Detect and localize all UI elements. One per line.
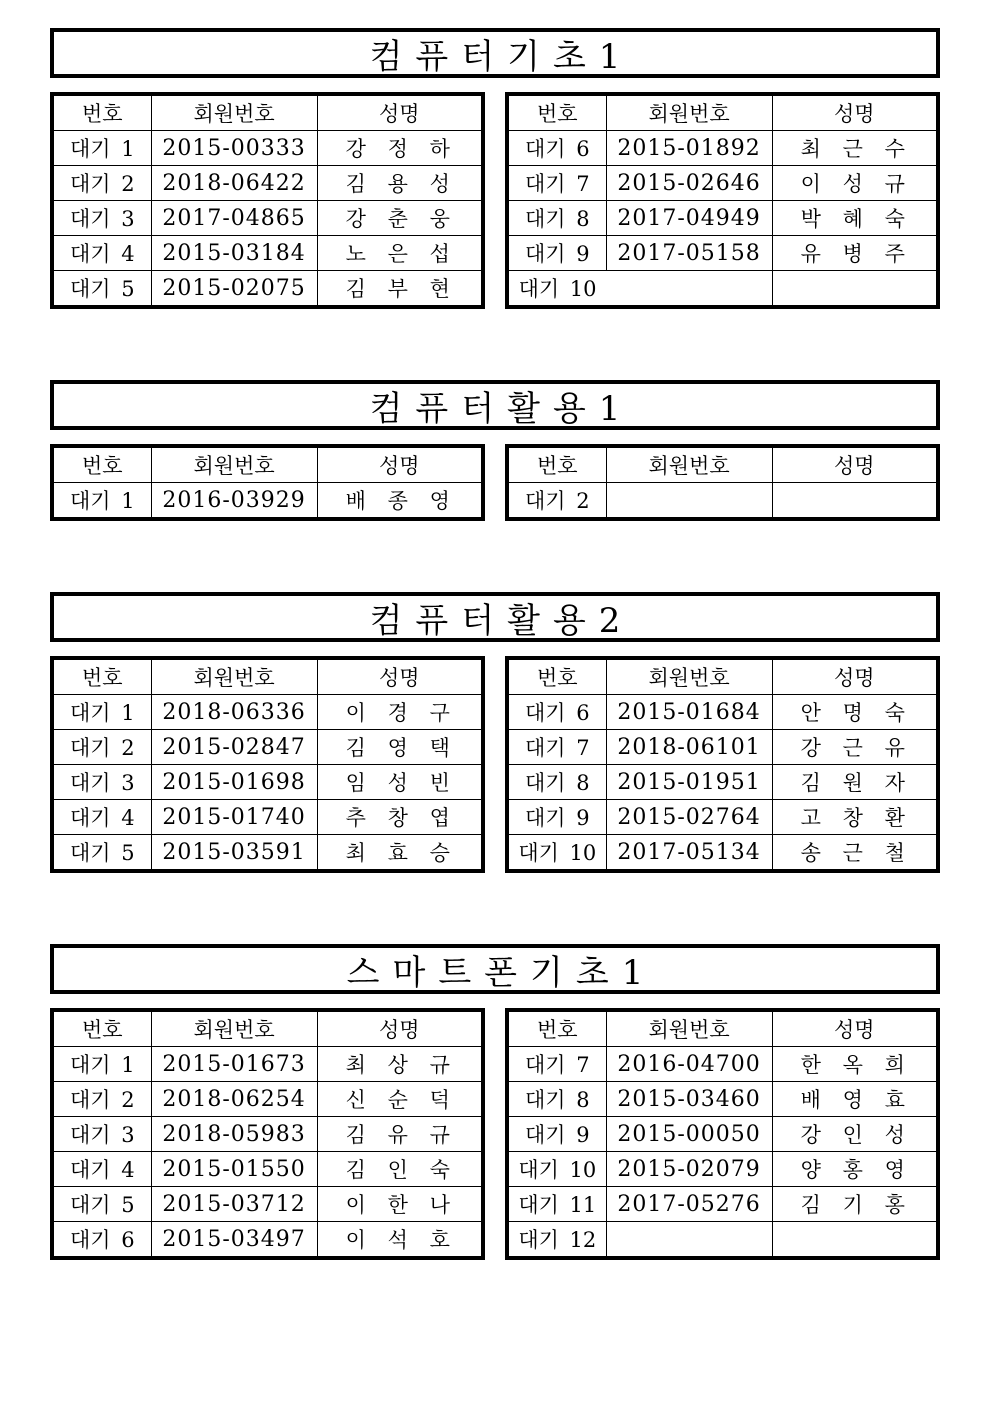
member-number-cell: [606, 1222, 772, 1259]
waitlist-table-right: [505, 92, 940, 309]
member-name-cell: 김 유 규: [317, 1117, 483, 1152]
column-header-name: 성명: [317, 94, 483, 131]
waitlist-row: [52, 1222, 483, 1259]
column-header-member-no: 회원번호: [151, 446, 317, 483]
waitlist-row: [52, 1152, 483, 1187]
wait-number-cell: 대기 3: [52, 765, 151, 800]
member-name-cell: 최 효 승: [317, 835, 483, 872]
waitlist-row: [507, 1152, 938, 1187]
course-title-box: [50, 28, 940, 78]
waitlist-tables: [50, 656, 940, 873]
member-name-cell: 이 석 호: [317, 1222, 483, 1259]
waitlist-row: [507, 166, 938, 201]
waitlist-row: [507, 835, 938, 872]
member-name-cell: 최 상 규: [317, 1047, 483, 1082]
waitlist-row: [507, 131, 938, 166]
column-header-no: 번호: [507, 1010, 606, 1047]
course-section: [50, 380, 940, 521]
header-row: [507, 446, 938, 483]
wait-number-cell: 대기 9: [507, 800, 606, 835]
waitlist-row: [52, 131, 483, 166]
member-name-cell: 이 한 나: [317, 1187, 483, 1222]
member-name-cell: 양 홍 영: [772, 1152, 938, 1187]
member-number-cell: 2016-04700: [606, 1047, 772, 1082]
column-header-member-no: 회원번호: [606, 94, 772, 131]
table-head: [507, 446, 938, 483]
member-name-cell: 강 근 유: [772, 730, 938, 765]
member-name-cell: 배 종 영: [317, 483, 483, 520]
course-title: 컴퓨터활용2: [369, 600, 634, 641]
header-row: [52, 658, 483, 695]
member-name-cell: 강 춘 웅: [317, 201, 483, 236]
member-number-cell: 2015-00050: [606, 1117, 772, 1152]
wait-number-cell: 대기 2: [52, 1082, 151, 1117]
waitlist-row: [52, 1117, 483, 1152]
waitlist-row: [507, 765, 938, 800]
waitlist-row: [52, 271, 483, 308]
wait-number-cell: 대기 7: [507, 1047, 606, 1082]
waitlist-row: [507, 1082, 938, 1117]
wait-number-cell: 대기 12: [507, 1222, 606, 1259]
member-number-cell: 2018-06101: [606, 730, 772, 765]
member-name-cell: 임 성 빈: [317, 765, 483, 800]
member-name-cell: 김 영 택: [317, 730, 483, 765]
waitlist-row: [52, 835, 483, 872]
wait-number-cell: 대기 4: [52, 236, 151, 271]
member-number-cell: 2017-05134: [606, 835, 772, 872]
member-number-cell: 2018-06336: [151, 695, 317, 730]
wait-number-cell: 대기 1: [52, 483, 151, 520]
member-number-cell: 2015-01550: [151, 1152, 317, 1187]
column-header-member-no: 회원번호: [606, 446, 772, 483]
wait-number-cell: 대기 5: [52, 1187, 151, 1222]
wait-number-cell: 대기 6: [507, 131, 606, 166]
column-header-name: 성명: [317, 658, 483, 695]
wait-number-cell: 대기 8: [507, 201, 606, 236]
waitlist-row: [52, 483, 483, 520]
column-header-no: 번호: [507, 446, 606, 483]
wait-number-cell: 대기 3: [52, 201, 151, 236]
member-name-cell: 배 영 효: [772, 1082, 938, 1117]
waitlist-row: [507, 236, 938, 271]
member-name-cell: 유 병 주: [772, 236, 938, 271]
wait-number-cell: 대기 10: [507, 271, 606, 308]
member-number-cell: 2015-02079: [606, 1152, 772, 1187]
member-name-cell: 김 원 자: [772, 765, 938, 800]
member-name-cell: 이 경 구: [317, 695, 483, 730]
column-header-member-no: 회원번호: [151, 94, 317, 131]
member-name-cell: 강 인 성: [772, 1117, 938, 1152]
table-head: [52, 94, 483, 131]
waitlist-row: [507, 1187, 938, 1222]
table-body: [52, 1047, 483, 1259]
waitlist-row: [507, 1222, 938, 1259]
member-name-cell: [772, 1222, 938, 1259]
wait-number-cell: 대기 6: [507, 695, 606, 730]
column-header-name: 성명: [317, 1010, 483, 1047]
course-title-box: [50, 380, 940, 430]
column-header-no: 번호: [52, 94, 151, 131]
wait-number-cell: 대기 6: [52, 1222, 151, 1259]
member-name-cell: 신 순 덕: [317, 1082, 483, 1117]
wait-number-cell: 대기 7: [507, 730, 606, 765]
column-header-member-no: 회원번호: [151, 1010, 317, 1047]
member-number-cell: 2015-01951: [606, 765, 772, 800]
course-title: 컴퓨터활용1: [369, 388, 634, 429]
waitlist-row: [507, 201, 938, 236]
waitlist-row: [507, 730, 938, 765]
member-name-cell: 안 명 숙: [772, 695, 938, 730]
waitlist-table-left: [50, 1008, 485, 1260]
column-header-no: 번호: [507, 658, 606, 695]
wait-number-cell: 대기 2: [507, 483, 606, 520]
waitlist-tables: [50, 92, 940, 309]
member-name-cell: 송 근 철: [772, 835, 938, 872]
column-header-member-no: 회원번호: [151, 658, 317, 695]
header-row: [507, 94, 938, 131]
waitlist-row: [507, 800, 938, 835]
member-number-cell: 2015-02075: [151, 271, 317, 308]
waitlist-row: [52, 800, 483, 835]
member-number-cell: 2015-03184: [151, 236, 317, 271]
member-number-cell: 2015-03460: [606, 1082, 772, 1117]
member-number-cell: 2016-03929: [151, 483, 317, 520]
table-body: [507, 695, 938, 872]
member-name-cell: 이 성 규: [772, 166, 938, 201]
member-name-cell: 한 옥 희: [772, 1047, 938, 1082]
table-head: [507, 658, 938, 695]
wait-number-cell: 대기 10: [507, 835, 606, 872]
table-head: [52, 658, 483, 695]
waitlist-row: [52, 1082, 483, 1117]
course-title: 컴퓨터기초1: [369, 36, 634, 77]
waitlist-row: [507, 271, 938, 308]
wait-number-cell: 대기 3: [52, 1117, 151, 1152]
member-name-cell: 최 근 수: [772, 131, 938, 166]
wait-number-cell: 대기 1: [52, 131, 151, 166]
column-header-name: 성명: [772, 658, 938, 695]
wait-number-cell: 대기 5: [52, 271, 151, 308]
table-head: [52, 446, 483, 483]
wait-number-cell: 대기 5: [52, 835, 151, 872]
wait-number-cell: 대기 9: [507, 236, 606, 271]
member-number-cell: 2015-00333: [151, 131, 317, 166]
member-number-cell: 2015-03591: [151, 835, 317, 872]
waitlist-row: [52, 166, 483, 201]
waitlist-row: [52, 201, 483, 236]
member-number-cell: 2015-01673: [151, 1047, 317, 1082]
table-body: [507, 483, 938, 520]
course-title: 스마트폰기초1: [346, 952, 657, 993]
waitlist-table-left: [50, 444, 485, 521]
table-head: [52, 1010, 483, 1047]
waitlist-table-right: [505, 656, 940, 873]
member-number-cell: 2018-05983: [151, 1117, 317, 1152]
member-name-cell: [772, 271, 938, 308]
wait-number-cell: 대기 1: [52, 695, 151, 730]
member-number-cell: 2015-02847: [151, 730, 317, 765]
course-section: [50, 592, 940, 873]
table-head: [507, 94, 938, 131]
waitlist-row: [507, 1047, 938, 1082]
wait-number-cell: 대기 2: [52, 730, 151, 765]
wait-number-cell: 대기 8: [507, 1082, 606, 1117]
wait-number-cell: 대기 8: [507, 765, 606, 800]
waitlist-row: [507, 695, 938, 730]
waitlist-table-left: [50, 92, 485, 309]
course-section: [50, 944, 940, 1260]
header-row: [52, 94, 483, 131]
member-name-cell: [772, 483, 938, 520]
waitlist-row: [52, 1047, 483, 1082]
header-row: [52, 446, 483, 483]
header-row: [52, 1010, 483, 1047]
column-header-name: 성명: [772, 94, 938, 131]
column-header-member-no: 회원번호: [606, 658, 772, 695]
table-head: [507, 1010, 938, 1047]
waitlist-row: [52, 695, 483, 730]
header-row: [507, 658, 938, 695]
member-number-cell: 2017-04949: [606, 201, 772, 236]
member-name-cell: 추 창 엽: [317, 800, 483, 835]
column-header-no: 번호: [52, 658, 151, 695]
table-body: [52, 131, 483, 308]
member-number-cell: 2017-04865: [151, 201, 317, 236]
waitlist-row: [52, 236, 483, 271]
column-header-no: 번호: [507, 94, 606, 131]
waitlist-tables: [50, 1008, 940, 1260]
member-number-cell: 2015-01684: [606, 695, 772, 730]
waitlist-row: [507, 1117, 938, 1152]
member-name-cell: 박 혜 숙: [772, 201, 938, 236]
course-title-box: [50, 944, 940, 994]
waitlist-row: [52, 765, 483, 800]
column-header-no: 번호: [52, 446, 151, 483]
waitlist-row: [52, 1187, 483, 1222]
member-number-cell: 2015-02646: [606, 166, 772, 201]
member-number-cell: 2015-03712: [151, 1187, 317, 1222]
wait-number-cell: 대기 1: [52, 1047, 151, 1082]
waitlist-tables: [50, 444, 940, 521]
member-name-cell: 김 부 현: [317, 271, 483, 308]
header-row: [507, 1010, 938, 1047]
wait-number-cell: 대기 9: [507, 1117, 606, 1152]
member-number-cell: 2018-06254: [151, 1082, 317, 1117]
member-number-cell: [606, 483, 772, 520]
waitlist-table-left: [50, 656, 485, 873]
wait-number-cell: 대기 10: [507, 1152, 606, 1187]
column-header-member-no: 회원번호: [606, 1010, 772, 1047]
member-number-cell: [606, 271, 772, 308]
column-header-name: 성명: [772, 446, 938, 483]
member-number-cell: 2015-03497: [151, 1222, 317, 1259]
waitlist-row: [507, 483, 938, 520]
wait-number-cell: 대기 4: [52, 1152, 151, 1187]
member-name-cell: 김 기 홍: [772, 1187, 938, 1222]
wait-number-cell: 대기 7: [507, 166, 606, 201]
waitlist-row: [52, 730, 483, 765]
member-name-cell: 김 인 숙: [317, 1152, 483, 1187]
member-number-cell: 2015-02764: [606, 800, 772, 835]
member-number-cell: 2015-01740: [151, 800, 317, 835]
member-name-cell: 고 창 환: [772, 800, 938, 835]
table-body: [507, 131, 938, 308]
member-number-cell: 2015-01892: [606, 131, 772, 166]
column-header-no: 번호: [52, 1010, 151, 1047]
wait-number-cell: 대기 11: [507, 1187, 606, 1222]
course-section: [50, 28, 940, 309]
wait-number-cell: 대기 4: [52, 800, 151, 835]
member-number-cell: 2017-05158: [606, 236, 772, 271]
table-body: [52, 483, 483, 520]
member-name-cell: 김 용 성: [317, 166, 483, 201]
waitlist-table-right: [505, 1008, 940, 1260]
member-name-cell: 노 은 섭: [317, 236, 483, 271]
member-number-cell: 2015-01698: [151, 765, 317, 800]
column-header-name: 성명: [772, 1010, 938, 1047]
table-body: [52, 695, 483, 872]
member-name-cell: 강 정 하: [317, 131, 483, 166]
wait-number-cell: 대기 2: [52, 166, 151, 201]
member-number-cell: 2018-06422: [151, 166, 317, 201]
course-title-box: [50, 592, 940, 642]
table-body: [507, 1047, 938, 1259]
member-number-cell: 2017-05276: [606, 1187, 772, 1222]
waitlist-table-right: [505, 444, 940, 521]
column-header-name: 성명: [317, 446, 483, 483]
